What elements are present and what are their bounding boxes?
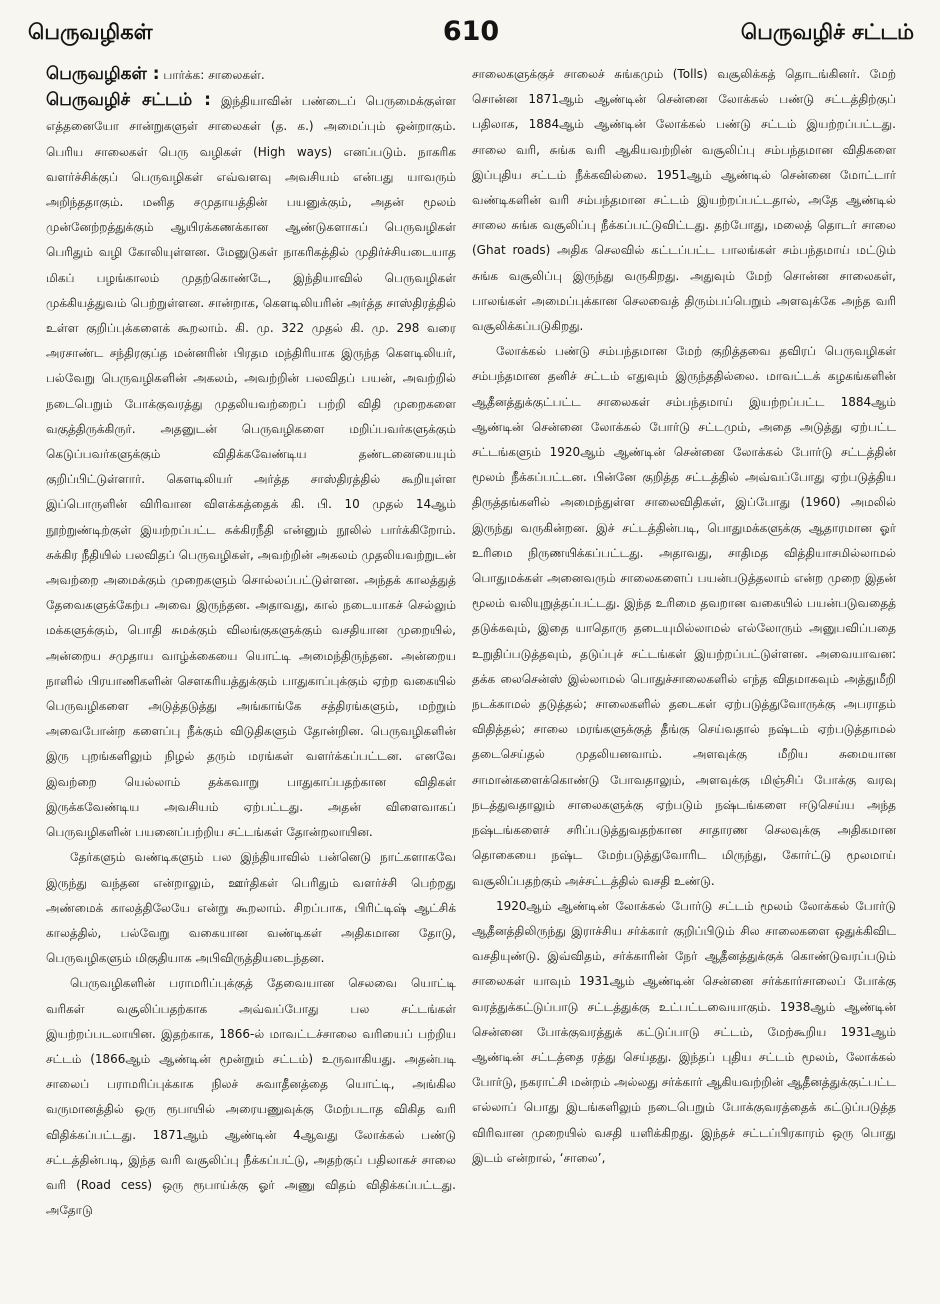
paragraph: 1920ஆம் ஆண்டின் லோக்கல் போர்டு சட்டம் மூலம் லோக்கல் போர்டு ஆதீனத்திலிருந்து இராச்சிய சர்க்கார் குறிப்பிடும் சில சாலைகளை ஒதுக்கிவிட வசதியுண்டு. இவ்விதம், சர்க்காரின் நேர் ஆதீனத்துக்குக் கொண்டுவரப்படும் சாலைகள் யாவும் 1931ஆம் ஆண்டின் சென்னை சர்க்கார்சாலைப் போக்கு வரத்துக்கட்டுப்பாடு சட்டத்துக்கு உட்பட்டவையாகும். 1938ஆம் ஆண்டின் சென்னை போக்குவரத்துக் கட்டுப்பாடு சட்டம், மேற்கூறிய 1931ஆம் ஆண்டின் சட்டத்தை ரத்து செய்தது. இந்தப் புதிய சட்டம் மூலம், லோக்கல் போர்டு, நகராட்சி மன்றம் அல்லது சர்க்கார் ஆகியவற்றின் ஆதீனத்துக்குட்பட்ட எல்லாப் பொது இடங்களிலும் நடைபெறும் போக்குவரத்தைக் கட்டுப்படுத்த விரிவான முறையில் வசதி யளிக்கிறது. இந்தச் சட்டப்பிரகாரம் ஒரு பொது இடம் என்றால், ‘சாலை’, [472,898,896,1165]
right-column [472,62,896,1294]
paragraph-continued: சாலைகளுக்குச் சாலைச் சுங்கமும் (Tolls) வசூலிக்கத் தொடங்கினர். மேற் சொன்ன 1871ஆம் ஆண்டின் சென்னை லோக்கல் பண்டு சட்டத்திற்குப் பதிலாக, 1884ஆம் ஆண்டின் லோக்கல் பண்டு சட்டம் இயற்றப்பட்டது. சாலை வரி, சுங்க வரி ஆகியவற்றின் வசூலிப்பு சம்பந்தமான விதிகளை இப்புதிய சட்டம் நீக்கவில்லை. 1951ஆம் ஆண்டில் சென்னை மோட்டார் வண்டிகளின் வரி சம்பந்தமான சட்டம் இயற்றப்பட்டதால், அதே ஆண்டில் சாலை சுங்க வசூலிப்பு நீக்கப்பட்டுவிட்டது. தற்போது, மலைத் தொடர் சாலை (Ghat roads) அதிக செலவில் கட்டப்பட்ட பாலங்கள் சம்பந்தமாய் மட்டும் சுங்க வசூலிப்பு இருந்து வருகிறது. அதுவும் மேற் சொன்ன சாலைகள், பாலங்கள் அமைப்புக்கான செலவைத் திரும்பப்பெறும் அளவுக்கே அந்த வரி வசூலிக்கப்படுகிறது. [472,67,896,334]
page-number: 610 [442,16,500,47]
running-head-left: பெருவழிகள் [28,20,153,44]
see-also-reference: பார்க்க: சாலைகள். [163,68,265,82]
entry-first-paragraph [46,88,456,845]
paragraph-text: இந்தியாவின் பண்டைப் பெருமைக்குள்ள எத்தனையோ சான்றுகளுள் சாலைகள் (த. க.) அமைப்பும் ஒன்றாகும். பெரிய சாலைகள் பெரு வழிகள் (High ways) எனப்படும். நாகரிக வளர்ச்சிக்குப் பெருவழிகள் எவ்வளவு அவசியம் என்பது யாவரும் அறிந்ததாகும். மனித சமுதாயத்தின் பயனுக்கும், அதன் மூலம் முன்னேற்றத்துக்கும் ஆயிரக்கணக்கான ஆண்டுகளாகப் பெருவழிகள் பெரிதும் வழி கோலியுள்ளன. மேனுடுகள் நாகரிகத்தில் முதிர்ச்சியடையாத மிகப் பழங்காலம் முதற்கொண்டே, இந்தியாவில் பெருவழிகள் முக்கியத்துவம் பெற்றுள்ளன. சான்றாக, கௌடிலியரின் அர்த்த சாஸ்திரத்தில் உள்ள குறிப்புக்களைக் கூறலாம். கி. மு. 322 முதல் கி. மு. 298 வரை அரசாண்ட சந்திரகுப்த மன்னரின் பிரதம மந்திரியாக இருந்த கௌடிலியர், பல்வேறு பெருவழிகளின் அகலம், அவற்றின் பலவிதப் பயன், அவற்றில் நடைபெறும் போக்குவரத்து முதலியவற்றைப் பற்றி விதி முறைகளை வகுத்திருக்கிருர். அதனுடன் பெருவழிகளை மறிப்பவர்களுக்கும் கெடுப்பவர்களுக்கும் விதிக்கவேண்டிய தண்டனையையும் குறிப்பிட்டுள்ளார். கௌடிலியர் அர்த்த சாஸ்திரத்தில் கூறியுள்ள இப்பொருளின் விரிவான விளக்கத்தைக் கி. பி. 10 முதல் 14ஆம் நூற்றுண்டிற்குள் இயற்றப்பட்ட சுக்கிரநீதி என்னும் நூலில் பார்க்கிறோம். சுக்கிர நீதியில் பலவிதப் பெருவழிகள், அவற்றின் அகலம் முதலியவற்றுடன் அவற்றை அமைக்கும் முறைகளும் சொல்லப்பட்டுள்ளன. அந்தக் காலத்துத் தேவைகளுக்கேற்ப அவை இருந்தன. அதாவது, கால் நடையாகச் செல்லும் மக்களுக்கும், பொதி சுமக்கும் விலங்குகளுக்கும் வசதியான முறையில், அன்றைய சமுதாய வாழ்க்கையை யொட்டி அமைந்திருந்தன. அன்றைய நாளில் பிரயாணிகளின் சௌகரியத்துக்கும் பாதுகாப்புக்கும் ஏற்ற வகையில் பெருவழிகளை அடுத்தடுத்து அங்காங்கே சத்திரங்களும், மற்றும் அவைபோன்ற களைப்பு நீக்கும் விடுதிகளும் தோன்றின. பெருவழிகளின் இரு புறங்களிலும் நிழல் தரும் மரங்கள் வளர்க்கப்பட்டன. எனவே இவற்றை யெல்லாம் தக்கவாறு பாதுகாப்பதற்கான விதிகள் இருக்கவேண்டிய அவசியம் ஏற்பட்டது. அதன் விளைவாகப் பெருவழிகளின் பயனைப்பற்றிய சட்டங்கள் தோன்றலாயின. [46,94,456,840]
page-header [28,12,914,52]
see-also-headword: பெருவழிகள் : [46,64,160,84]
paragraph: லோக்கல் பண்டு சம்பந்தமான மேற் குறித்தவை தவிரப் பெருவழிகள் சம்பந்தமான தனிச் சட்டம் எதுவும் இருந்ததில்லை. மாவட்டக் கழகங்களின் ஆதீனத்துக்குட்பட்ட சாலைகள் சம்பந்தமாய் இயற்றப்பட்ட 1884ஆம் ஆண்டின் சென்னை லோக்கல் போர்டு சட்டமும், அதை அடுத்து ஏற்பட்ட சட்டங்களும் 1920ஆம் ஆண்டின் சென்னை லோக்கல் போர்டு சட்டத்தின் மூலம் நீக்கப்பட்டன. பின்னே குறித்த சட்டத்தில் அவ்வப்போது ஏற்படுத்திய திருத்தங்களில் அமைந்துள்ள சாலைவிதிகள், இப்போது (1960) அமலில் இருந்து வருகின்றன. இச் சட்டத்தின்படி, பொதுமக்களுக்கு ஆதாரமான ஓர் உரிமை நிருணயிக்கப்பட்டது. அதாவது, சாதிமத வித்தியாசமில்லாமல் பொதுமக்கள் அனைவரும் சாலைகளைப் பயன்படுத்தலாம் என்ற முறை இதன் மூலம் வலியுறுத்தப்பட்டது. இந்த உரிமை தவறான வகையில் பயன்படுவதைத் தடுக்கவும், இதை யாதொரு தடையுமில்லாமல் எல்லோரும் அனுபவிப்பதை உறுதிப்படுத்தவும், தடுப்புச் சட்டங்கள் இயற்றப்பட்டுள்ளன. அவையாவன: தக்க லைசென்ஸ் இல்லாமல் பொதுச்சாலைகளில் எந்த விதமாகவும் அத்துமீறி நடக்காமல் தடுத்தல்; சாலைகளில் தடைகள் ஏற்படுத்துவோருக்கு அபராதம் விதித்தல்; சாலை மரங்களுக்குத் தீங்கு செய்வதால் நஷ்டம் ஏற்படுத்தாமல் தடைசெய்தல் முதலியனவாம். அளவுக்கு மீறிய சுமையான சாமான்களைக்கொண்டு போவதாலும், அளவுக்கு மிஞ்சிப் போக்கு வரவு நடத்துவதாலும் சாலைகளுக்கு ஏற்படும் நஷ்டங்களை ஈடுசெய்ய அந்த நஷ்டங்களைச் சரிப்படுத்துவதற்கான சாதாரண செலவுக்கு அதிகமான தொகையை நஷ்ட மேற்படுத்துவோரிட மிருந்து, கோர்ட்டு மூலமாய் வசூலிப்பதற்கும் அச்சட்டத்தில் வசதி உண்டு. [472,344,896,888]
paragraph: தேர்களும் வண்டிகளும் பல இந்தியாவில் பன்னெடு நாட்களாகவே இருந்து வந்தன என்றாலும், ஊர்திகள் பெரிதும் வளர்ச்சி பெற்றது அண்மைக் காலத்திலேயே என்று கூறலாம். சிறப்பாக, பிரிட்டிஷ் ஆட்சிக் காலத்தில், பல்வேறு வகையான வண்டிகள் அதிகமான தோடு, பெருவழிகளும் மிகுதியாக அபிவிருத்தியடைந்தன. [46,850,456,966]
entry-headword: பெருவழிச் சட்டம் : [46,90,211,111]
paragraph: பெருவழிகளின் பராமரிப்புக்குத் தேவையான செலவை யொட்டி வரிகள் வசூலிப்பதற்காக அவ்வப்போது பல சட்டங்கள் இயற்றப்படலாயின. இதற்காக, 1866-ல் மாவட்டச்சாலை வரியைப் பற்றிய சட்டம் (1866ஆம் ஆண்டின் மூன்றும் சட்டம்) உருவாகியது. அதன்படி சாலைப் பராமரிப்புக்காக நிலச் சுவாதீனத்தை யொட்டி, அங்கில வருமானத்தில் ஒரு ரூபாயில் அரையணுவுக்கு மேற்படாத விகித வரி விதிக்கப்பட்டது. 1871ஆம் ஆண்டின் 4ஆவது லோக்கல் பண்டு சட்டத்தின்படி, இந்த வரி வசூலிப்பு நீக்கப்பட்டு, அதற்குப் பதிலாகச் சாலை வரி (Road cess) ஒரு ரூபாய்க்கு ஓர் அணு விதம் விதிக்கப்பட்டது. அதோடு [46,976,456,1218]
running-head-right: பெருவழிச் சட்டம் [740,20,914,44]
left-column [46,62,456,1294]
see-also-entry [46,62,456,88]
